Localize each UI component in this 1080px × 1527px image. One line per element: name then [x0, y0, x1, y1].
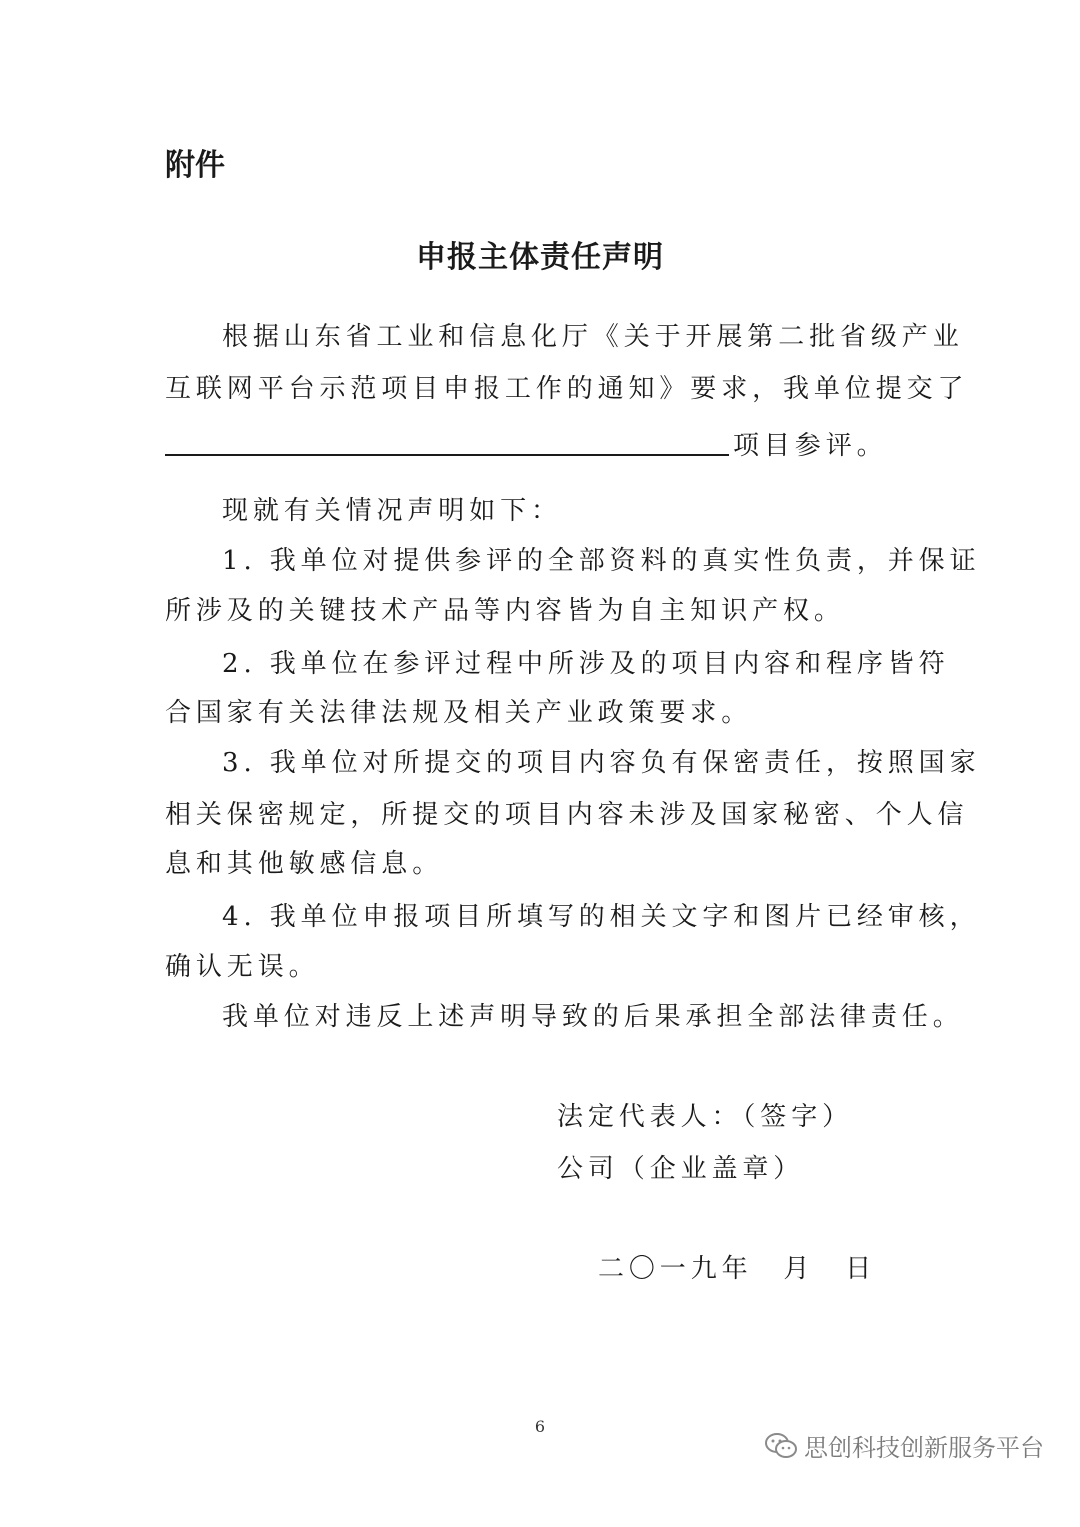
intro-line-1: 根据山东省工业和信息化厅《关于开展第二批省级产业 [222, 322, 964, 352]
item-1-line-1: 1. 我单位对提供参评的全部资料的真实性负责，并保证 [222, 546, 981, 576]
legal-representative-signature: 法定代表人：（签字） [557, 1102, 854, 1132]
item-2-line-1: 2. 我单位在参评过程中所涉及的项目内容和程序皆符 [222, 649, 950, 679]
item-3-line-3: 息和其他敏感信息。 [165, 849, 444, 879]
intro-line-2: 互联网平台示范项目申报工作的通知》要求，我单位提交了 [165, 374, 969, 404]
item-1-line-2: 所涉及的关键技术产品等内容皆为自主知识产权。 [165, 596, 845, 626]
statement-lead: 现就有关情况声明如下： [222, 496, 562, 526]
item-4-line-2: 确认无误。 [165, 952, 320, 982]
attachment-label: 附件 [165, 148, 225, 183]
item-3-line-2: 相关保密规定，所提交的项目内容未涉及国家秘密、个人信 [165, 800, 969, 830]
wechat-icon [764, 1431, 798, 1461]
watermark [764, 1428, 1044, 1463]
intro-line-3-suffix: 项目参评。 [733, 431, 888, 461]
signing-date: 二〇一九年 月 日 [598, 1254, 877, 1284]
item-2-line-2: 合国家有关法律法规及相关产业政策要求。 [165, 698, 753, 728]
closing-statement: 我单位对违反上述声明导致的后果承担全部法律责任。 [222, 1002, 964, 1032]
company-seal: 公司（企业盖章） [557, 1154, 805, 1184]
item-3-line-1: 3. 我单位对所提交的项目内容负有保密责任，按照国家 [222, 748, 981, 778]
document-title: 申报主体责任声明 [416, 240, 664, 275]
item-4-line-1: 4. 我单位申报项目所填写的相关文字和图片已经审核， [222, 902, 981, 932]
page-number: 6 [534, 1417, 546, 1436]
project-name-blank-field [165, 454, 729, 456]
watermark-text: 思创科技创新服务平台 [804, 1434, 1044, 1462]
